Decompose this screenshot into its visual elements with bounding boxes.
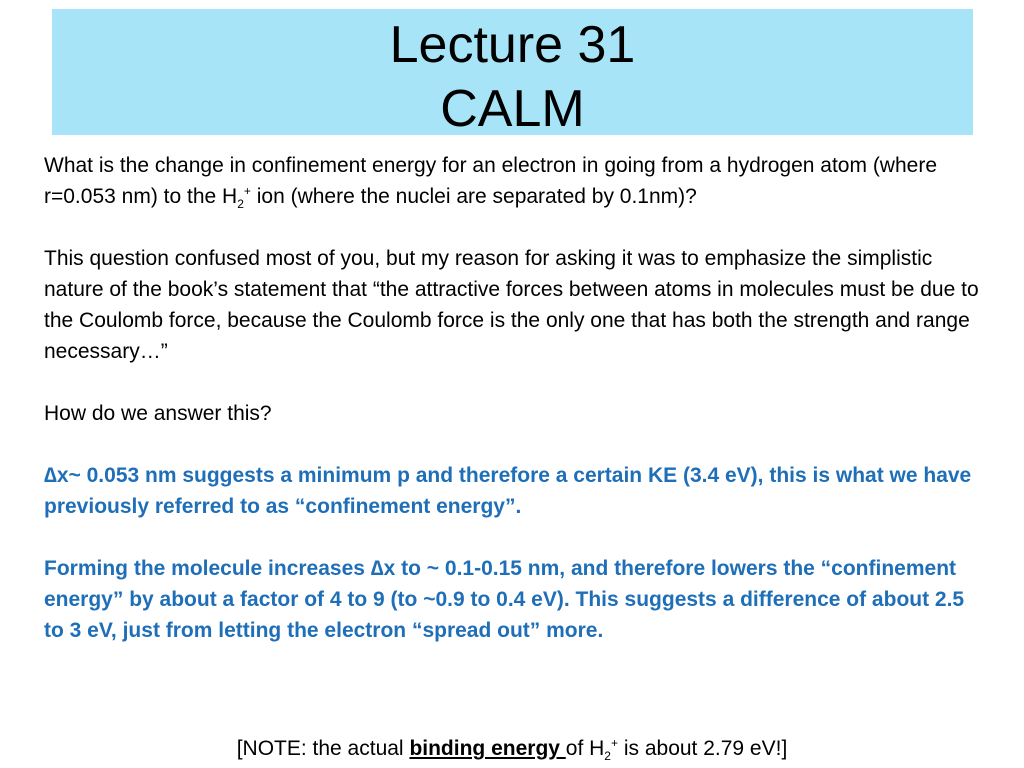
lecture-title: Lecture 31 [389,16,636,74]
subscript-2: 2 [237,197,244,212]
answer-paragraph-2: Forming the molecule increases ∆x to ~ 0.1-0.15 nm, and therefore lowers the “confinement energy” by about a factor of 4 to 9 (to ~0.9 to 0.4 eV). This suggests a difference of about 2.5 to 3 eV, just from letting the electron “spread out” more. [44,557,965,642]
note-emphasis: binding energy [409,737,566,760]
title-banner [52,9,973,138]
question-paragraph [44,150,984,212]
explanation-paragraph: This question confused most of you, but my reason for asking it was to emphasize the simplistic nature of the book’s statement that “the attractive forces between atoms in molecules must be due to the Coulomb force, because the Coulomb force is the only one that has both the strength and range necessary…” [44,247,979,363]
slide-body [44,150,984,677]
superscript-plus: + [243,184,251,198]
how-paragraph: How do we answer this? [44,402,272,425]
lecture-subtitle: CALM [440,80,585,138]
question-text-start: What is the change in confinement energy for an electron in going from a hydrogen atom (where r=0.053 nm) to the H [44,154,938,208]
note-prefix: [NOTE: the actual [236,737,410,760]
note-suffix: is about 2.79 eV!] [618,737,788,760]
question-text-end: ion (where the nuclei are separated by 0.1nm)? [250,185,697,208]
note-middle: of H [565,737,605,760]
note-line [0,734,1024,764]
answer-paragraph-1: ∆x~ 0.053 nm suggests a minimum p and therefore a certain KE (3.4 eV), this is what we have previously referred to as “confinement energy”. [44,464,972,518]
note-subscript: 2 [604,749,611,764]
note-superscript: + [610,736,618,750]
